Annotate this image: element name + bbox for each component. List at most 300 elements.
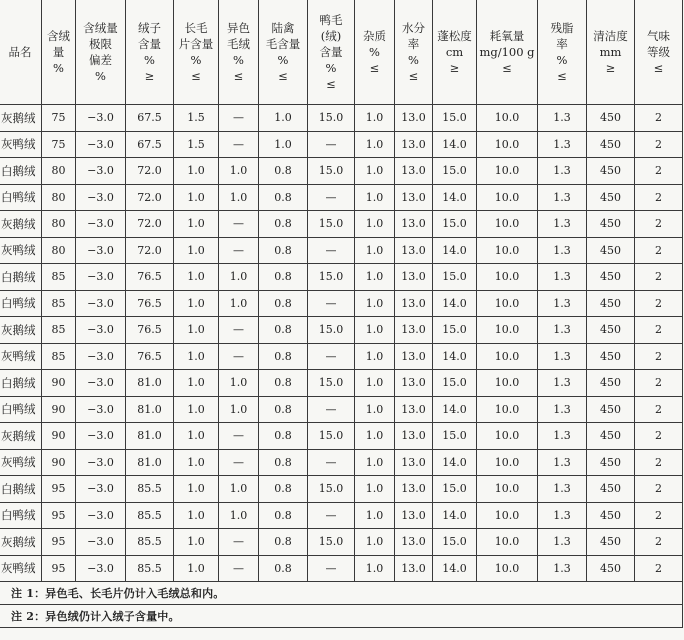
cell-impurity: 1.0 [355,290,395,317]
header-line: % [95,69,106,83]
cell-moisture: 13.0 [395,105,433,132]
header-line: % [325,61,337,75]
cell-turbidity: 450 [587,343,635,370]
table-row [0,211,683,238]
header-line: mm [599,45,622,59]
header-line: 气味 [647,29,670,43]
cell-long-feather: 1.0 [174,502,219,529]
cell-turbidity: 450 [587,502,635,529]
cell-limit-dev: −3.0 [76,343,126,370]
header-line: 绒子 [138,21,161,35]
header-line: % [408,53,419,67]
cell-long-feather: 1.0 [174,211,219,238]
table-row [0,396,683,423]
header-residual-fat [538,0,587,105]
cell-down-content: 85 [42,290,76,317]
cell-fill-power: 15.0 [433,370,477,397]
cell-turbidity: 450 [587,449,635,476]
cell-landfowl: 0.8 [259,555,308,582]
header-line: cm [445,45,464,59]
cell-limit-dev: −3.0 [76,237,126,264]
cell-name: 灰鹅绒 [0,105,42,132]
cell-long-feather: 1.5 [174,131,219,158]
table-row [0,423,683,450]
cell-impurity: 1.0 [355,343,395,370]
cell-moisture: 13.0 [395,131,433,158]
header-line: 率 [556,37,568,51]
header-landfowl [259,0,308,105]
cell-duck-down: 15.0 [308,370,355,397]
cell-turbidity: 450 [587,317,635,344]
cell-residual-fat: 1.3 [538,211,587,238]
cell-duck-down: 15.0 [308,211,355,238]
cell-down-content: 95 [42,476,76,503]
cell-landfowl: 0.8 [259,264,308,291]
cell-impurity: 1.0 [355,264,395,291]
header-line: 含量 [138,37,161,51]
cell-turbidity: 450 [587,264,635,291]
cell-duck-down: 15.0 [308,529,355,556]
cell-fill-power: 15.0 [433,105,477,132]
cell-moisture: 13.0 [395,158,433,185]
table-notes [0,582,683,628]
cell-landfowl: 0.8 [259,211,308,238]
cell-moisture: 13.0 [395,343,433,370]
cell-impurity: 1.0 [355,211,395,238]
cell-long-feather: 1.0 [174,237,219,264]
cell-limit-dev: −3.0 [76,423,126,450]
header-oxygen [477,0,538,105]
cell-fill-power: 14.0 [433,184,477,211]
note-2: 注 2：异色绒仍计入绒子含量中。 [0,605,683,628]
table-row [0,502,683,529]
header-line: mg/100 g [479,45,535,59]
header-line: 含量 [319,45,343,59]
cell-limit-dev: −3.0 [76,131,126,158]
table-row [0,555,683,582]
cell-long-feather: 1.0 [174,449,219,476]
table-row [0,529,683,556]
cell-limit-dev: −3.0 [76,211,126,238]
cell-odor: 2 [635,343,683,370]
cell-residual-fat: 1.3 [538,237,587,264]
cell-residual-fat: 1.3 [538,184,587,211]
cell-fill-power: 14.0 [433,449,477,476]
table-row [0,158,683,185]
cell-residual-fat: 1.3 [538,529,587,556]
cell-duck-down: — [308,131,355,158]
cell-moisture: 13.0 [395,396,433,423]
header-impurity [355,0,395,105]
cell-residual-fat: 1.3 [538,423,587,450]
header-line: % [556,53,568,67]
cell-landfowl: 0.8 [259,370,308,397]
cell-moisture: 13.0 [395,184,433,211]
cell-oxygen: 10.0 [477,158,538,185]
cell-odor: 2 [635,158,683,185]
cell-moisture: 13.0 [395,449,433,476]
header-line: 品名 [8,45,32,59]
cell-down-content: 75 [42,105,76,132]
cell-duck-down: 15.0 [308,105,355,132]
cell-down-content: 85 [42,264,76,291]
cell-down-cluster: 85.5 [126,476,174,503]
cell-moisture: 13.0 [395,423,433,450]
cell-moisture: 13.0 [395,370,433,397]
cell-hetero-down: 1.0 [219,396,259,423]
cell-long-feather: 1.0 [174,370,219,397]
cell-long-feather: 1.0 [174,476,219,503]
cell-landfowl: 0.8 [259,476,308,503]
cell-down-cluster: 81.0 [126,449,174,476]
cell-name: 灰鸭绒 [0,555,42,582]
cell-down-content: 75 [42,131,76,158]
cell-limit-dev: −3.0 [76,105,126,132]
cell-fill-power: 14.0 [433,343,477,370]
header-line: % [144,53,155,67]
header-line: 鸭毛 [319,13,343,27]
cell-duck-down: 15.0 [308,317,355,344]
header-line: ≤ [326,77,336,91]
cell-down-content: 85 [42,317,76,344]
cell-impurity: 1.0 [355,529,395,556]
header-line: ≤ [557,69,567,83]
header-line: 等级 [647,45,670,59]
header-line: 陆禽 [271,21,295,35]
cell-hetero-down: — [219,131,259,158]
cell-oxygen: 10.0 [477,476,538,503]
cell-moisture: 13.0 [395,317,433,344]
header-line: 极限 [89,37,112,51]
header-line: % [233,53,244,67]
cell-landfowl: 1.0 [259,131,308,158]
cell-odor: 2 [635,502,683,529]
cell-residual-fat: 1.3 [538,158,587,185]
cell-odor: 2 [635,290,683,317]
cell-odor: 2 [635,237,683,264]
cell-down-cluster: 67.5 [126,105,174,132]
cell-limit-dev: −3.0 [76,184,126,211]
cell-odor: 2 [635,184,683,211]
cell-moisture: 13.0 [395,237,433,264]
cell-oxygen: 10.0 [477,131,538,158]
header-line: 毛含量 [265,37,301,51]
header-odor [635,0,683,105]
cell-residual-fat: 1.3 [538,290,587,317]
cell-down-content: 90 [42,396,76,423]
cell-limit-dev: −3.0 [76,529,126,556]
cell-fill-power: 14.0 [433,237,477,264]
cell-long-feather: 1.0 [174,290,219,317]
cell-name: 白鹅绒 [0,370,42,397]
header-line: ≤ [233,69,244,83]
cell-turbidity: 450 [587,290,635,317]
cell-hetero-down: 1.0 [219,184,259,211]
cell-hetero-down: 1.0 [219,264,259,291]
cell-hetero-down: — [219,343,259,370]
cell-duck-down: 15.0 [308,423,355,450]
cell-fill-power: 15.0 [433,423,477,450]
cell-limit-dev: −3.0 [76,370,126,397]
cell-hetero-down: — [219,317,259,344]
header-line: 含绒量 [83,21,118,35]
cell-oxygen: 10.0 [477,105,538,132]
cell-down-content: 80 [42,211,76,238]
header-line: ≥ [605,61,616,75]
cell-impurity: 1.0 [355,449,395,476]
cell-down-cluster: 81.0 [126,423,174,450]
header-down-content [42,0,76,105]
cell-hetero-down: 1.0 [219,370,259,397]
cell-impurity: 1.0 [355,502,395,529]
cell-hetero-down: — [219,423,259,450]
cell-impurity: 1.0 [355,131,395,158]
cell-impurity: 1.0 [355,396,395,423]
cell-odor: 2 [635,264,683,291]
cell-down-cluster: 76.5 [126,317,174,344]
cell-oxygen: 10.0 [477,423,538,450]
cell-down-cluster: 76.5 [126,343,174,370]
cell-limit-dev: −3.0 [76,290,126,317]
table-row [0,370,683,397]
cell-fill-power: 15.0 [433,529,477,556]
cell-impurity: 1.0 [355,184,395,211]
cell-residual-fat: 1.3 [538,502,587,529]
header-line: % [277,53,289,67]
table-row [0,184,683,211]
cell-oxygen: 10.0 [477,449,538,476]
header-hetero-down [219,0,259,105]
cell-down-cluster: 85.5 [126,502,174,529]
cell-name: 灰鹅绒 [0,529,42,556]
cell-landfowl: 0.8 [259,396,308,423]
cell-long-feather: 1.0 [174,423,219,450]
cell-down-cluster: 72.0 [126,237,174,264]
cell-moisture: 13.0 [395,555,433,582]
header-line: 长毛 [184,21,208,35]
cell-long-feather: 1.0 [174,343,219,370]
cell-turbidity: 450 [587,529,635,556]
cell-fill-power: 14.0 [433,555,477,582]
cell-name: 白鹅绒 [0,264,42,291]
cell-landfowl: 0.8 [259,290,308,317]
cell-landfowl: 0.8 [259,317,308,344]
cell-landfowl: 0.8 [259,449,308,476]
cell-name: 白鸭绒 [0,396,42,423]
cell-oxygen: 10.0 [477,317,538,344]
cell-oxygen: 10.0 [477,529,538,556]
cell-duck-down: — [308,555,355,582]
cell-residual-fat: 1.3 [538,131,587,158]
header-duck-down [308,0,355,105]
header-line: % [53,61,64,75]
cell-impurity: 1.0 [355,370,395,397]
header-line: ≤ [502,61,512,75]
header-line: 残脂 [550,21,574,35]
cell-landfowl: 0.8 [259,502,308,529]
header-line: 毛绒 [227,37,250,51]
cell-residual-fat: 1.3 [538,476,587,503]
header-line: 蓬松度 [437,29,472,43]
cell-hetero-down: — [219,211,259,238]
cell-duck-down: 15.0 [308,264,355,291]
cell-hetero-down: 1.0 [219,476,259,503]
header-line: ≤ [191,69,201,83]
cell-duck-down: — [308,449,355,476]
cell-name: 灰鹅绒 [0,423,42,450]
cell-turbidity: 450 [587,105,635,132]
header-limit-dev [76,0,126,105]
cell-odor: 2 [635,317,683,344]
cell-turbidity: 450 [587,423,635,450]
cell-name: 灰鹅绒 [0,317,42,344]
cell-odor: 2 [635,105,683,132]
cell-oxygen: 10.0 [477,502,538,529]
table-body [0,105,683,582]
cell-oxygen: 10.0 [477,343,538,370]
cell-moisture: 13.0 [395,264,433,291]
cell-fill-power: 15.0 [433,264,477,291]
header-turbidity [587,0,635,105]
header-line: ≤ [653,61,664,75]
cell-name: 灰鸭绒 [0,237,42,264]
cell-down-cluster: 81.0 [126,396,174,423]
header-line: 片含量 [178,37,214,51]
header-line: ≥ [449,61,460,75]
cell-down-cluster: 67.5 [126,131,174,158]
cell-down-content: 95 [42,502,76,529]
cell-name: 灰鸭绒 [0,449,42,476]
cell-odor: 2 [635,423,683,450]
header-line: % [369,45,380,59]
cell-long-feather: 1.0 [174,264,219,291]
cell-down-cluster: 76.5 [126,290,174,317]
cell-limit-dev: −3.0 [76,502,126,529]
header-line: 清洁度 [593,29,628,43]
cell-fill-power: 15.0 [433,158,477,185]
cell-moisture: 13.0 [395,502,433,529]
cell-name: 白鸭绒 [0,184,42,211]
cell-residual-fat: 1.3 [538,555,587,582]
cell-moisture: 13.0 [395,529,433,556]
cell-impurity: 1.0 [355,237,395,264]
cell-residual-fat: 1.3 [538,105,587,132]
header-line: 率 [407,37,420,51]
cell-residual-fat: 1.3 [538,449,587,476]
cell-impurity: 1.0 [355,423,395,450]
cell-fill-power: 14.0 [433,290,477,317]
cell-oxygen: 10.0 [477,555,538,582]
cell-hetero-down: 1.0 [219,290,259,317]
cell-duck-down: — [308,184,355,211]
cell-turbidity: 450 [587,476,635,503]
cell-moisture: 13.0 [395,290,433,317]
cell-oxygen: 10.0 [477,184,538,211]
header-line: 耗氧量 [489,29,525,43]
cell-limit-dev: −3.0 [76,449,126,476]
cell-landfowl: 1.0 [259,105,308,132]
cell-hetero-down: 1.0 [219,502,259,529]
cell-residual-fat: 1.3 [538,343,587,370]
cell-turbidity: 450 [587,184,635,211]
cell-impurity: 1.0 [355,476,395,503]
cell-fill-power: 15.0 [433,317,477,344]
cell-hetero-down: 1.0 [219,158,259,185]
cell-oxygen: 10.0 [477,290,538,317]
cell-down-cluster: 76.5 [126,264,174,291]
cell-turbidity: 450 [587,396,635,423]
header-line: 水分 [402,21,425,35]
cell-landfowl: 0.8 [259,529,308,556]
cell-down-cluster: 72.0 [126,211,174,238]
cell-down-content: 80 [42,184,76,211]
cell-long-feather: 1.0 [174,555,219,582]
header-line: 异色 [227,21,250,35]
cell-duck-down: — [308,343,355,370]
cell-impurity: 1.0 [355,317,395,344]
cell-down-content: 85 [42,343,76,370]
cell-oxygen: 10.0 [477,211,538,238]
header-line: ≤ [408,69,419,83]
note-row [0,605,683,628]
cell-landfowl: 0.8 [259,237,308,264]
header-line: ≥ [144,69,155,83]
cell-landfowl: 0.8 [259,184,308,211]
header-line: % [190,53,202,67]
cell-duck-down: 15.0 [308,476,355,503]
cell-limit-dev: −3.0 [76,264,126,291]
header-line: 量 [52,45,65,59]
cell-long-feather: 1.0 [174,158,219,185]
cell-limit-dev: −3.0 [76,555,126,582]
table-header-row [0,0,683,105]
table-row [0,105,683,132]
cell-landfowl: 0.8 [259,423,308,450]
table-row [0,449,683,476]
cell-down-cluster: 81.0 [126,370,174,397]
cell-duck-down: — [308,502,355,529]
header-moisture [395,0,433,105]
cell-fill-power: 14.0 [433,396,477,423]
cell-residual-fat: 1.3 [538,264,587,291]
cell-hetero-down: — [219,105,259,132]
cell-down-content: 90 [42,423,76,450]
table-row [0,343,683,370]
header-line: 偏差 [89,53,112,67]
cell-moisture: 13.0 [395,211,433,238]
cell-fill-power: 14.0 [433,131,477,158]
cell-name: 灰鸭绒 [0,343,42,370]
cell-name: 白鸭绒 [0,502,42,529]
cell-long-feather: 1.0 [174,529,219,556]
table-row [0,290,683,317]
cell-down-cluster: 72.0 [126,184,174,211]
cell-down-content: 95 [42,555,76,582]
header-line: (绒) [320,29,342,43]
cell-long-feather: 1.0 [174,396,219,423]
cell-name: 白鸭绒 [0,290,42,317]
table-row [0,131,683,158]
cell-down-cluster: 85.5 [126,529,174,556]
cell-residual-fat: 1.3 [538,317,587,344]
table-row [0,317,683,344]
cell-oxygen: 10.0 [477,370,538,397]
cell-turbidity: 450 [587,555,635,582]
table-row [0,264,683,291]
cell-oxygen: 10.0 [477,396,538,423]
header-down-cluster [126,0,174,105]
cell-long-feather: 1.0 [174,317,219,344]
